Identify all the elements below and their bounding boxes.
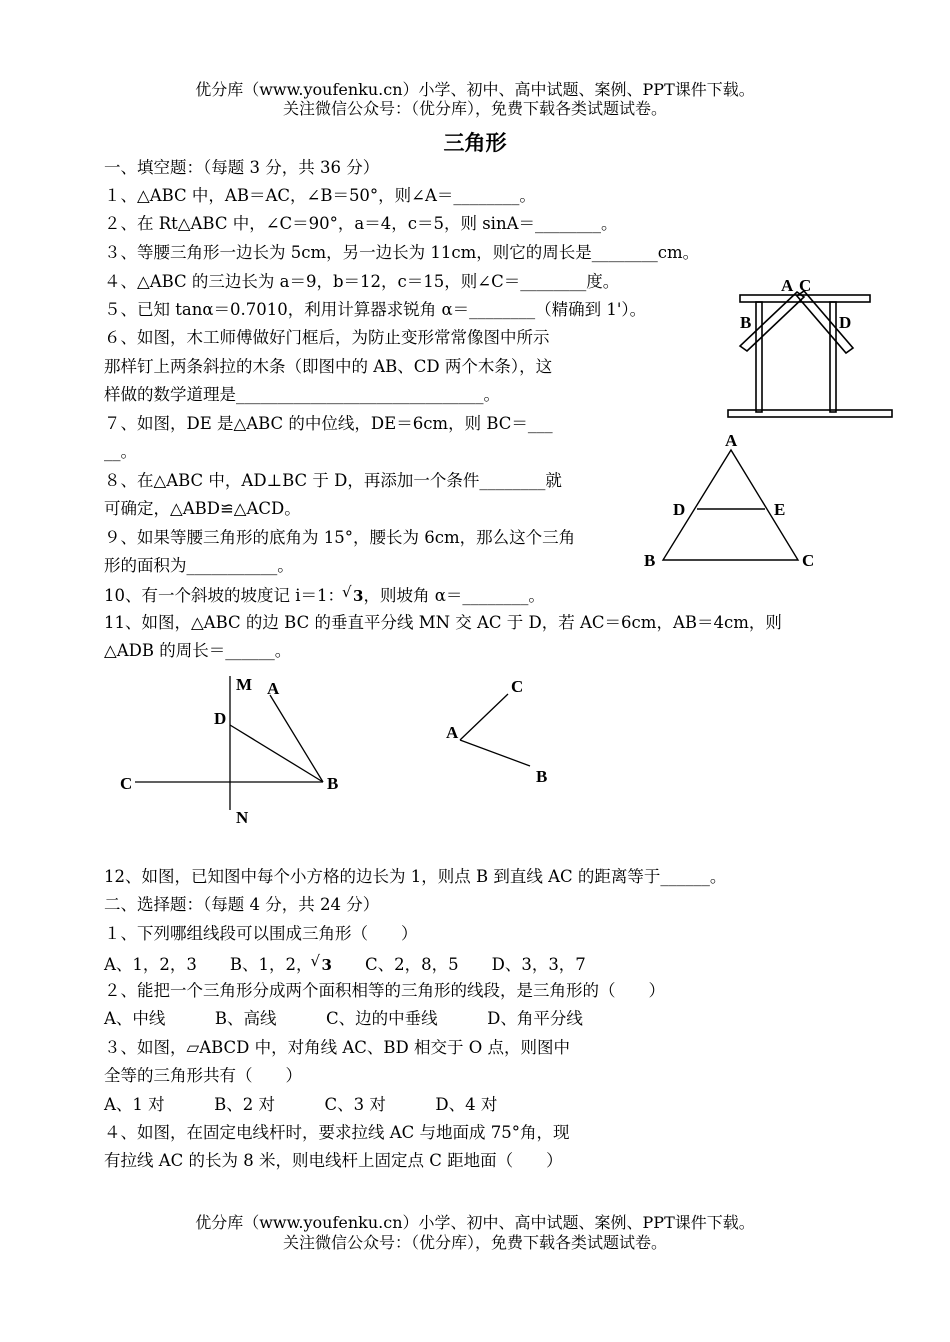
bisector-label-c: C <box>120 774 133 793</box>
question-1-6-line2: 那样钉上两条斜拉的木条（即图中的 AB、CD 两个木条），这 <box>104 357 553 376</box>
bisector-label-n: N <box>236 808 249 827</box>
question-1-2: ２、在 Rt△ABC 中，∠C＝90°，a＝4，c＝5，则 sinA＝________。 <box>104 214 618 233</box>
angle-figure <box>440 670 570 790</box>
door-label-b: B <box>740 313 752 332</box>
question-1-1: １、△ABC 中，AB＝AC，∠B＝50°，则∠A＝________。 <box>104 186 536 205</box>
question-2-1-options <box>104 954 586 976</box>
question-1-10 <box>104 585 545 607</box>
question-1-11-line2: △ADB 的周长＝______。 <box>104 641 292 660</box>
bisector-label-b: B <box>327 774 339 793</box>
question-2-3-options: A、1 对 B、2 对 C、3 对 D、4 对 <box>104 1095 498 1114</box>
midline-label-a: A <box>725 431 738 450</box>
midline-label-c: C <box>802 551 815 570</box>
section1-heading: 一、填空题：（每题 3 分，共 36 分） <box>104 158 380 177</box>
question-1-11-line1: 11、如图，△ABC 的边 BC 的垂直平分线 MN 交 AC 于 D，若 AC＝6cm，AB＝4cm，则 <box>104 613 782 632</box>
angle-label-b: B <box>536 767 548 786</box>
question-2-2-options: A、中线 B、高线 C、边的中垂线 D、角平分线 <box>104 1009 583 1028</box>
footer-line-1: 优分库（www.youfenku.cn）小学、初中、高中试题、案例、PPT课件下载。 <box>195 1213 755 1232</box>
door-label-a: A <box>781 276 794 295</box>
door-bottom-beam <box>728 410 892 417</box>
door-label-d: D <box>839 313 852 332</box>
question-1-5: ５、已知 tanα＝0.7010，利用计算器求锐角 α＝________（精确到 1'）。 <box>104 300 647 319</box>
question-1-7-line1: ７、如图，DE 是△ABC 的中位线，DE＝6cm，则 BC＝___ <box>104 414 553 433</box>
bisector-label-d: D <box>214 709 227 728</box>
section2-heading: 二、选择题：（每题 4 分，共 24 分） <box>104 895 380 914</box>
question-1-6-line1: ６、如图，木工师傅做好门框后，为防止变形常常像图中所示 <box>104 328 550 347</box>
question-2-2: ２、能把一个三角形分成两个面积相等的三角形的线段，是三角形的（ ） <box>104 981 665 1000</box>
question-1-3: ３、等腰三角形一边长为 5cm，另一边长为 11cm，则它的周长是________cm。 <box>104 243 700 262</box>
midline-triangle-figure <box>640 430 830 575</box>
ray-ab <box>460 740 530 766</box>
door-frame-figure <box>720 270 900 430</box>
midline-label-d: D <box>673 500 686 519</box>
question-1-9-line2: 形的面积为___________。 <box>104 556 294 575</box>
bisector-figure <box>115 670 355 830</box>
question-1-12: 12、如图，已知图中每个小方格的边长为 1，则点 B 到直线 AC 的距离等于______。 <box>104 867 727 886</box>
question-1-10-text-b: ，则坡角 α＝________。 <box>363 586 545 605</box>
door-top-beam <box>740 295 870 302</box>
question-1-8-line1: ８、在△ABC 中，AD⊥BC 于 D，再添加一个条件________就 <box>104 471 562 490</box>
bisector-label-m: M <box>236 675 253 694</box>
question-2-4-line1: ４、如图，在固定电线杆时，要求拉线 AC 与地面成 75°角，现 <box>104 1123 570 1142</box>
bisector-label-a: A <box>267 679 280 698</box>
question-1-10-text-a: 10、有一个斜坡的坡度记 i＝1： <box>104 586 345 605</box>
question-1-7-line2: __。 <box>104 442 137 461</box>
door-right-post <box>830 302 836 412</box>
sqrt-3-symbol: √ 3 <box>313 954 332 976</box>
midline-label-e: E <box>774 500 786 519</box>
question-2-1-options-a: A、1，2，3 B、1，2， <box>104 955 313 974</box>
midline-label-b: B <box>644 551 656 570</box>
sqrt-3-symbol: √ 3 <box>344 585 363 607</box>
line-db <box>230 725 323 782</box>
question-2-1: １、下列哪组线段可以围成三角形（ ） <box>104 924 418 943</box>
angle-label-c: C <box>511 677 524 696</box>
door-label-c: C <box>799 276 812 295</box>
question-2-3-line2: 全等的三角形共有（ ） <box>104 1066 302 1085</box>
question-1-9-line1: ９、如果等腰三角形的底角为 15°，腰长为 6cm，那么这个三角 <box>104 528 576 547</box>
footer-line-2: 关注微信公众号：（优分库），免费下载各类试题试卷。 <box>282 1233 667 1252</box>
page-title: 三角形 <box>443 130 507 155</box>
ray-ac <box>460 694 508 740</box>
question-2-4-line2: 有拉线 AC 的长为 8 米，则电线杆上固定点 C 距地面（ ） <box>104 1151 563 1170</box>
question-2-1-options-b: C、2，8，5 D、3，3，7 <box>331 955 586 974</box>
question-2-3-line1: ３、如图，▱ABCD 中，对角线 AC、BD 相交于 O 点，则图中 <box>104 1038 571 1057</box>
question-1-6-line3: 样做的数学道理是______________________________。 <box>104 385 500 404</box>
line-ab <box>270 695 323 782</box>
question-1-4: ４、△ABC 的三边长为 a＝9，b＝12，c＝15，则∠C＝________度。 <box>104 272 620 291</box>
question-1-8-line2: 可确定，△ABD≌△ACD。 <box>104 499 301 518</box>
angle-label-a: A <box>446 723 459 742</box>
door-left-post <box>756 302 762 412</box>
header-line-2: 关注微信公众号：（优分库），免费下载各类试题试卷。 <box>282 99 667 118</box>
header-line-1: 优分库（www.youfenku.cn）小学、初中、高中试题、案例、PPT课件下载。 <box>195 80 755 99</box>
